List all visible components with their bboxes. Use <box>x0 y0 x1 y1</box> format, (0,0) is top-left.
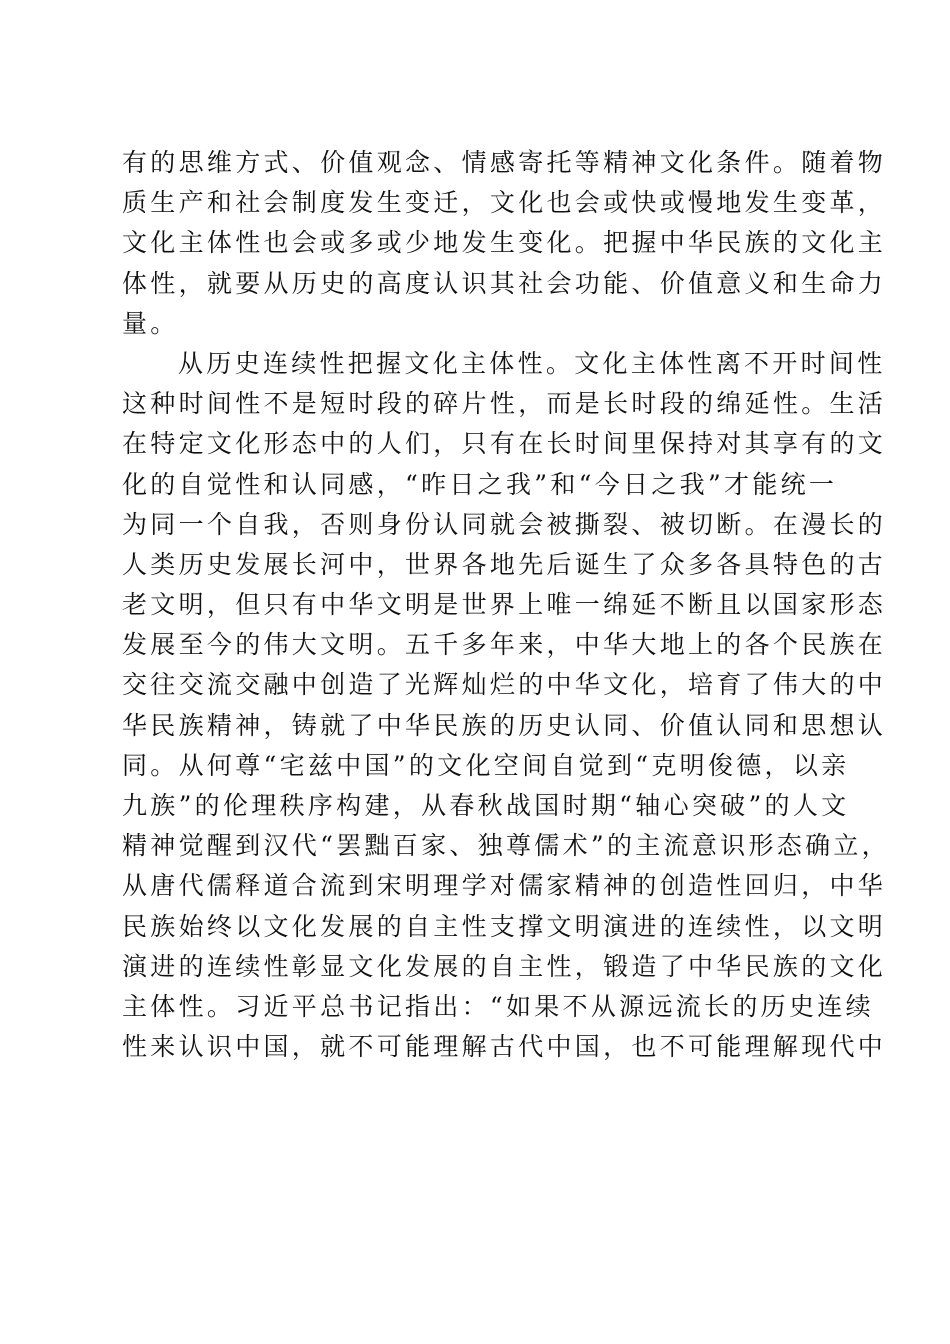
text-line: 为同一个自我，否则身份认同就会被撕裂、被切断。在漫长的 <box>122 509 887 539</box>
text-line: 体性，就要从历史的高度认识其社会功能、价值意义和生命力 <box>122 268 887 298</box>
text-line: 有的思维方式、价值观念、情感寄托等精神文化条件。随着物 <box>122 148 887 177</box>
text-line: 文化主体性也会或多或少地发生变化。把握中华民族的文化主 <box>122 228 887 258</box>
text-line: 在特定文化形态中的人们，只有在长时间里保持对其享有的文 <box>122 429 887 459</box>
text-line: 交往交流交融中创造了光辉灿烂的中华文化，培育了伟大的中 <box>122 670 887 700</box>
text-line: 发展至今的伟大文明。五千多年来，中华大地上的各个民族在 <box>122 630 887 660</box>
paragraph-first-line: 从历史连续性把握文化主体性。文化主体性离不开时间性 <box>178 348 886 378</box>
text-line: 九族”的伦理秩序构建，从春秋战国时期“轴心突破”的人文 <box>122 791 850 820</box>
text-line: 从唐代儒释道合流到宋明理学对儒家精神的创造性回归，中华 <box>122 871 887 901</box>
text-line: 精神觉醒到汉代“罢黜百家、独尊儒术”的主流意识形态确立， <box>122 831 890 861</box>
text-line: 化的自觉性和认同感，“昨日之我”和“今日之我”才能统一 <box>122 469 838 499</box>
body-text <box>122 143 890 1067</box>
text-line: 老文明，但只有中华文明是世界上唯一绵延不断且以国家形态 <box>122 590 887 620</box>
text-line: 演进的连续性彰显文化发展的自主性，锻造了中华民族的文化 <box>122 951 887 981</box>
text-line: 同。从何尊“宅兹中国”的文化空间自觉到“克明俊德，以亲 <box>122 750 850 780</box>
text-line: 华民族精神，铸就了中华民族的历史认同、价值认同和思想认 <box>122 710 887 740</box>
text-line: 性来认识中国，就不可能理解古代中国，也不可能理解现代中 <box>122 1032 887 1062</box>
text-line: 量。 <box>122 308 179 338</box>
text-line: 质生产和社会制度发生变迁，文化也会或快或慢地发生变革， <box>122 188 887 218</box>
text-line: 主体性。习近平总书记指出：“如果不从源远流长的历史连续 <box>122 991 874 1021</box>
text-line: 民族始终以文化发展的自主性支撑文明演进的连续性，以文明 <box>122 911 887 941</box>
text-line: 人类历史发展长河中，世界各地先后诞生了众多各具特色的古 <box>122 549 887 579</box>
text-line: 这种时间性不是短时段的碎片性，而是长时段的绵延性。生活 <box>122 389 887 419</box>
